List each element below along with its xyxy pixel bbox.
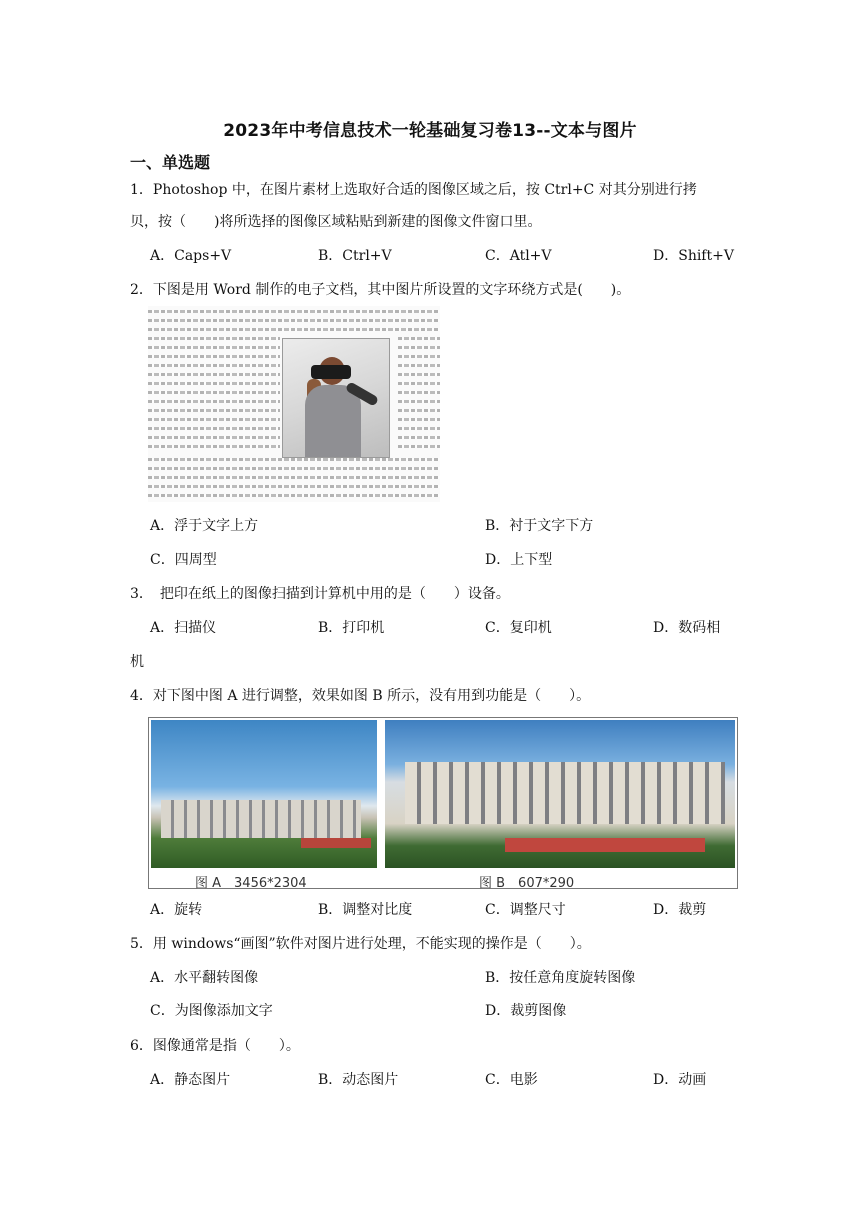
q6-option-d[interactable]: D．动画 [653,1072,707,1088]
q2-option-c[interactable]: C．四周型 [150,552,217,568]
q3-option-d-wrap: 机 [130,654,144,670]
q4-option-a[interactable]: A．旋转 [150,902,203,918]
q4-option-b[interactable]: B．调整对比度 [318,902,413,918]
image-a-caption: 图 A 3456*2304 [195,876,307,891]
q6-option-a[interactable]: A．静态图片 [150,1072,231,1088]
q1-option-d[interactable]: D．Shift+V [653,248,734,264]
campus-image-b [385,720,735,868]
q3-option-b[interactable]: B．打印机 [318,620,385,636]
question-1-text-line1: 1．Photoshop 中，在图片素材上选取好合适的图像区域之后，按 Ctrl+C 对其分别进行拷 [130,182,697,198]
q3-option-c[interactable]: C．复印机 [485,620,552,636]
q3-option-d[interactable]: D．数码相 [653,620,721,636]
page-title: 2023年中考信息技术一轮基础复习卷13--文本与图片 [223,121,637,141]
q5-option-d[interactable]: D．裁剪图像 [485,1003,567,1019]
question-5-text: 5．用 windows“画图”软件对图片进行处理，不能实现的操作是（ ）。 [130,936,591,952]
q5-option-b[interactable]: B．按任意角度旋转图像 [485,970,636,986]
q1-option-a[interactable]: A．Caps+V [150,248,232,264]
q2-option-a[interactable]: A．浮于文字上方 [150,518,259,534]
q4-option-d[interactable]: D．裁剪 [653,902,707,918]
question-2-text: 2．下图是用 Word 制作的电子文档，其中图片所设置的文字环绕方式是( )。 [130,282,631,298]
question-4-text: 4．对下图中图 A 进行调整，效果如图 B 所示，没有用到功能是（ ）。 [130,688,591,704]
campus-image-a [151,720,377,868]
q5-option-a[interactable]: A．水平翻转图像 [150,970,259,986]
question-6-text: 6．图像通常是指（ ）。 [130,1038,300,1054]
vr-headset-photo [282,338,390,458]
q1-option-b[interactable]: B．Ctrl+V [318,248,392,264]
question-3-text: 3． 把印在纸上的图像扫描到计算机中用的是（ ）设备。 [130,586,510,602]
question-1-text-line2: 贝，按（ )将所选择的图像区域粘贴到新建的图像文件窗口里。 [130,214,542,230]
image-b-caption: 图 B 607*290 [479,876,575,891]
q2-option-b[interactable]: B．衬于文字下方 [485,518,594,534]
q6-option-b[interactable]: B．动态图片 [318,1072,399,1088]
q5-option-c[interactable]: C．为图像添加文字 [150,1003,273,1019]
q6-option-c[interactable]: C．电影 [485,1072,538,1088]
section-heading: 一、单选题 [130,153,211,172]
q4-option-c[interactable]: C．调整尺寸 [485,902,566,918]
campus-comparison-figure [148,717,738,889]
q1-option-c[interactable]: C．Atl+V [485,248,552,264]
q3-option-a[interactable]: A．扫描仪 [150,620,217,636]
q2-option-d[interactable]: D．上下型 [485,552,553,568]
